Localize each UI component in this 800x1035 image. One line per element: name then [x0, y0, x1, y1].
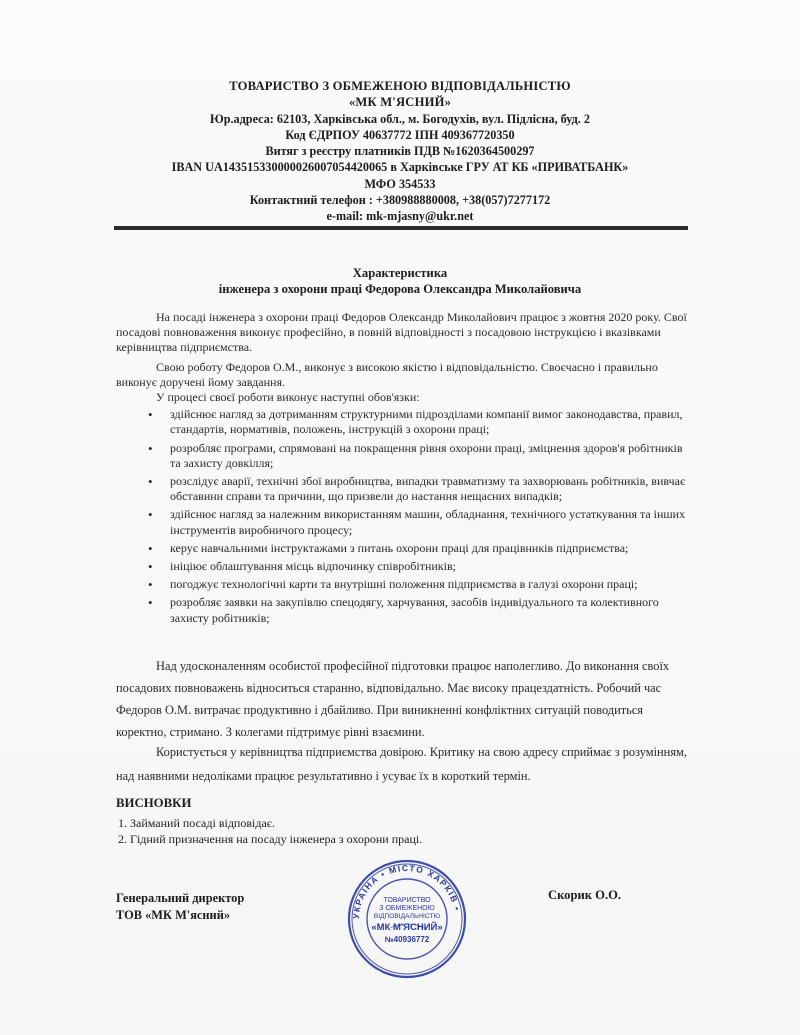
duties-intro: У процесі своєї роботи виконує наступні обов'язки:	[156, 390, 420, 404]
vat-extract: Витяг з реєстру платників ПДВ №1620364500297	[265, 144, 535, 159]
bank-iban: IBAN UA143515330000026007054420065 в Харківське ГРУ АТ КБ «ПРИВАТБАНК»	[171, 160, 629, 175]
list-item: • здійснює нагляд за дотриманням структурними підрозділами компанії вимог законодавства, правил, стандартів, нормативів, положень, інструкцій з охорони праці;	[170, 407, 691, 437]
title-subject: інженера з охорони праці Федорова Олександра Миколайовича	[218, 282, 582, 296]
seal-line-2: З ОБМЕЖЕНОЮ	[379, 905, 435, 912]
list-item: • розробляє заявки на закупівлю спецодягу, харчування, засобів індивідуального та колективного захисту робітників;	[170, 595, 691, 625]
company-name: ТОВАРИСТВО З ОБМЕЖЕНОЮ ВІДПОВІДАЛЬНІСТЮ	[229, 79, 571, 93]
list-item: • розслідує аварії, технічні збої виробництва, випадки травматизму та захворювань робітників, вивчає обставини справи та причини, що призвели до настання нещасних випадків;	[170, 474, 691, 504]
letterhead	[100, 78, 700, 225]
company-seal	[346, 858, 468, 980]
signatory-position: Генеральний директор ТОВ «МК М'ясний»	[116, 891, 245, 922]
seal-line-3: ВІДПОВІДАЛЬНІСТЮ	[373, 913, 441, 920]
company-address: Юр.адреса: 62103, Харківська обл., м. Богодухів, вул. Підлісна, буд. 2	[210, 111, 590, 126]
list-item: • розробляє програми, спрямовані на покращення рівня охорони праці, зміцнення здоров'я робітників та захисту довкілля;	[170, 441, 691, 471]
title-main: Характеристика	[352, 266, 448, 280]
conclusions-title: ВИСНОВКИ	[116, 796, 192, 810]
list-item: 1. Займаний посаді відповідає.	[130, 815, 422, 831]
list-item: 2. Гідний призначення на посаду інженера з охорони праці.	[130, 831, 422, 847]
signatory-name: Скорик О.О.	[548, 888, 622, 902]
list-item: • погоджує технологічні карти та внутрішні положення підприємства в галузі охорони праці;	[170, 577, 691, 592]
paragraph-1: На посаді інженера з охорони праці Федоров Олександр Миколайович працює з жовтня 2020 року. Свої посадові повноваження виконує професійно, в повній відповідності з посадовою інструкцією і вказівками керівництва підприємства.	[116, 310, 687, 355]
duties-list	[116, 407, 691, 626]
contact-email: e-mail: mk-mjasny@ukr.net	[326, 209, 474, 224]
paragraph-5: Користується у керівництва підприємства довірою. Критику на свою адресу сприймає з розумінням, над наявними недоліками працює результативно і усуває їх в короткий термін.	[116, 745, 687, 783]
seal-code: №40936772	[384, 935, 430, 944]
bank-mfo: МФО 354533	[364, 176, 436, 191]
seal-line-1: ТОВАРИСТВО	[383, 897, 431, 904]
list-item: • керує навчальними інструктажами з питань охорони праці для працівників підприємства;	[170, 541, 691, 556]
contact-phone: Контактний телефон : +380988880008, +38(057)7277172	[249, 193, 551, 208]
list-item: • ініціює облаштування місць відпочинку співробітників;	[170, 559, 691, 574]
paragraph-4: Над удосконаленням особистої професійної підготовки працює наполегливо. До виконання своїх посадових повноважень відноситься старанно, відповідально. Має високу працездатність. Робочий час Федоров О.М. витрачає продуктивно і дбайливо. При виникненні конфліктних ситуацій поводиться коректно, стримано. З колегами підтримує рівні взаємини.	[116, 659, 670, 739]
seal-ring-text: УКРАЇНА • МІСТО ХАРКІВ •	[350, 862, 463, 920]
paragraph-2: Свою роботу Федоров О.М., виконує з високою якістю і відповідальністю. Своєчасно і правильно виконує доручені йому завдання.	[116, 360, 658, 390]
list-item: • здійснює нагляд за належним використанням машин, обладнання, технічного устаткування та інших інструментів виробничого процесу;	[170, 507, 691, 537]
company-codes: Код ЄДРПОУ 40637772 ІПН 409367720350	[285, 127, 515, 142]
seal-company: «МК М'ЯСНИЙ»	[371, 922, 443, 933]
duties-section	[116, 390, 691, 629]
document-title	[100, 265, 700, 297]
conclusions-list	[116, 815, 422, 847]
header-divider	[114, 226, 688, 230]
seal-icon	[346, 858, 468, 980]
company-short-name: «МК М'ЯСНИЙ»	[348, 95, 452, 110]
